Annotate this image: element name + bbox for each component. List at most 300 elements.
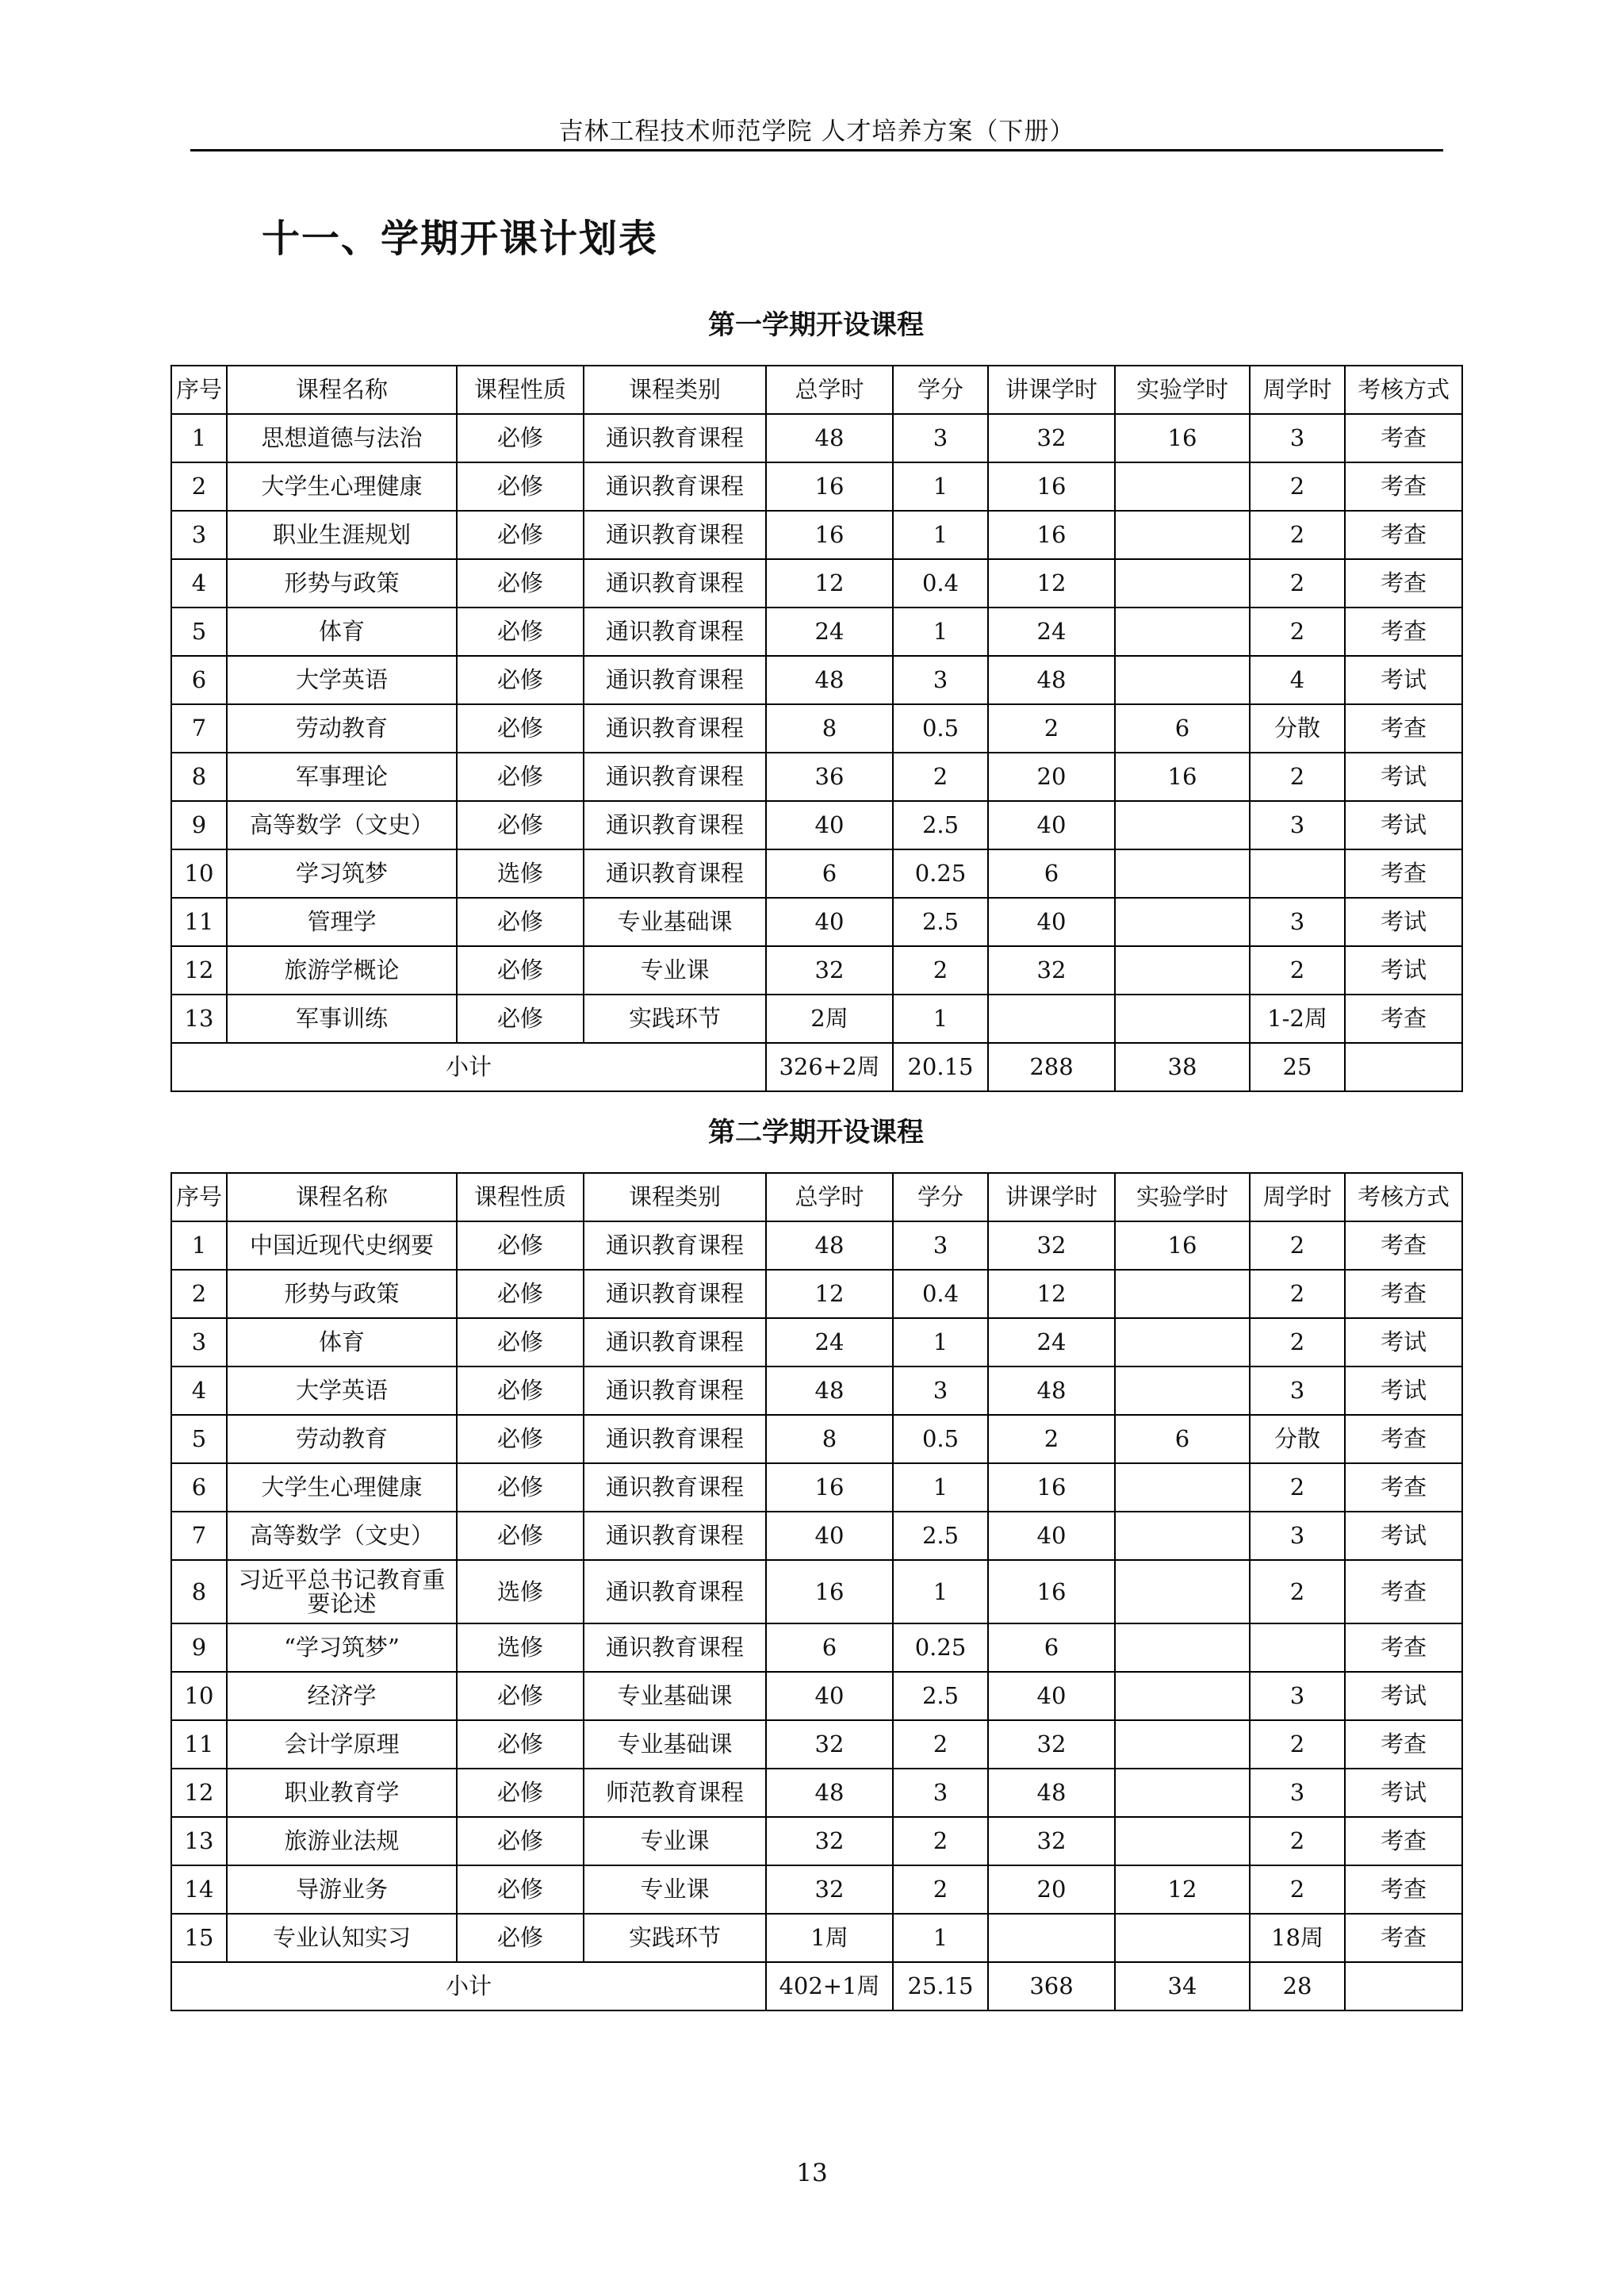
cell-total-hours: 48 <box>766 656 893 704</box>
cell-seq: 2 <box>171 1270 227 1318</box>
table-row <box>171 849 1462 898</box>
cell-assessment: 考查 <box>1345 1463 1462 1512</box>
cell-course-category: 通识教育课程 <box>584 1318 766 1366</box>
cell-credits: 1 <box>893 1560 988 1623</box>
cell-credits: 0.4 <box>893 1270 988 1318</box>
cell-total-hours: 32 <box>766 1720 893 1769</box>
cell-credits: 3 <box>893 1366 988 1415</box>
column-header-assessment: 考核方式 <box>1345 366 1462 414</box>
cell-course-name: 职业教育学 <box>227 1769 457 1817</box>
cell-weekly-hours: 2 <box>1250 511 1345 559</box>
cell-assessment: 考试 <box>1345 1512 1462 1560</box>
cell-course-name: 高等数学（文史） <box>227 801 457 849</box>
cell-course-category: 通识教育课程 <box>584 656 766 704</box>
cell-seq: 12 <box>171 946 227 995</box>
cell-assessment: 考查 <box>1345 1560 1462 1623</box>
cell-course-name: 军事理论 <box>227 753 457 801</box>
cell-seq: 7 <box>171 704 227 753</box>
cell-course-name: 专业认知实习 <box>227 1914 457 1962</box>
cell-weekly-hours: 3 <box>1250 1512 1345 1560</box>
cell-lab-hours <box>1115 898 1250 946</box>
table-row <box>171 1560 1462 1623</box>
column-header-course-category: 课程类别 <box>584 366 766 414</box>
cell-credits: 3 <box>893 1769 988 1817</box>
cell-weekly-hours: 2 <box>1250 608 1345 656</box>
cell-assessment: 考查 <box>1345 849 1462 898</box>
column-header-total-hours: 总学时 <box>766 1173 893 1221</box>
cell-lab-hours: 16 <box>1115 1221 1250 1270</box>
cell-lab-hours <box>1115 1769 1250 1817</box>
cell-course-nature: 必修 <box>457 1366 584 1415</box>
cell-credits: 2 <box>893 753 988 801</box>
cell-weekly-hours: 分散 <box>1250 1415 1345 1463</box>
cell-course-category: 专业基础课 <box>584 898 766 946</box>
cell-course-name: 体育 <box>227 608 457 656</box>
column-header-course-category: 课程类别 <box>584 1173 766 1221</box>
cell-course-name: 高等数学（文史） <box>227 1512 457 1560</box>
cell-weekly-hours <box>1250 1623 1345 1672</box>
column-header-seq: 序号 <box>171 366 227 414</box>
cell-credits: 1 <box>893 608 988 656</box>
cell-lab-hours <box>1115 1366 1250 1415</box>
cell-lecture-hours: 16 <box>988 1463 1115 1512</box>
cell-seq: 9 <box>171 1623 227 1672</box>
cell-total-hours: 32 <box>766 1817 893 1865</box>
cell-total-hours: 36 <box>766 753 893 801</box>
cell-course-nature: 必修 <box>457 462 584 511</box>
cell-course-category: 师范教育课程 <box>584 1769 766 1817</box>
cell-weekly-hours: 4 <box>1250 656 1345 704</box>
cell-seq: 4 <box>171 1366 227 1415</box>
cell-assessment: 考查 <box>1345 1415 1462 1463</box>
column-header-credits: 学分 <box>893 1173 988 1221</box>
cell-course-nature: 必修 <box>457 656 584 704</box>
cell-total-hours: 16 <box>766 462 893 511</box>
table-row <box>171 1270 1462 1318</box>
cell-lab-hours <box>1115 1512 1250 1560</box>
cell-lab-hours: 12 <box>1115 1865 1250 1914</box>
subtotal-weekly-hours: 28 <box>1250 1962 1345 2010</box>
cell-credits: 0.25 <box>893 849 988 898</box>
cell-course-nature: 必修 <box>457 1512 584 1560</box>
cell-course-nature: 必修 <box>457 1817 584 1865</box>
cell-lab-hours <box>1115 1914 1250 1962</box>
table-row <box>171 656 1462 704</box>
cell-weekly-hours: 2 <box>1250 1318 1345 1366</box>
cell-assessment: 考试 <box>1345 801 1462 849</box>
cell-course-name: 旅游业法规 <box>227 1817 457 1865</box>
cell-course-name: 大学英语 <box>227 1366 457 1415</box>
cell-credits: 3 <box>893 1221 988 1270</box>
cell-lecture-hours: 12 <box>988 559 1115 608</box>
header-rule <box>190 149 1443 151</box>
cell-total-hours: 48 <box>766 414 893 462</box>
cell-lecture-hours: 48 <box>988 656 1115 704</box>
cell-credits: 1 <box>893 995 988 1043</box>
cell-course-name: 旅游学概论 <box>227 946 457 995</box>
cell-course-name: 劳动教育 <box>227 1415 457 1463</box>
cell-course-nature: 必修 <box>457 1865 584 1914</box>
column-header-lab-hours: 实验学时 <box>1115 366 1250 414</box>
cell-lecture-hours: 2 <box>988 704 1115 753</box>
cell-lab-hours <box>1115 1463 1250 1512</box>
cell-weekly-hours: 2 <box>1250 1560 1345 1623</box>
subtotal-lab-hours: 38 <box>1115 1043 1250 1091</box>
cell-total-hours: 32 <box>766 946 893 995</box>
cell-seq: 6 <box>171 1463 227 1512</box>
cell-credits: 3 <box>893 414 988 462</box>
cell-weekly-hours: 1-2周 <box>1250 995 1345 1043</box>
cell-course-name: 学习筑梦 <box>227 849 457 898</box>
cell-course-name: 体育 <box>227 1318 457 1366</box>
subtotal-weekly-hours: 25 <box>1250 1043 1345 1091</box>
cell-course-category: 通识教育课程 <box>584 1270 766 1318</box>
table-row <box>171 559 1462 608</box>
cell-course-name: 劳动教育 <box>227 704 457 753</box>
cell-credits: 1 <box>893 462 988 511</box>
cell-total-hours: 48 <box>766 1366 893 1415</box>
cell-course-category: 通识教育课程 <box>584 414 766 462</box>
cell-course-nature: 必修 <box>457 1914 584 1962</box>
cell-lab-hours <box>1115 1560 1250 1623</box>
cell-assessment: 考试 <box>1345 1318 1462 1366</box>
cell-course-nature: 必修 <box>457 801 584 849</box>
cell-lecture-hours: 32 <box>988 1221 1115 1270</box>
cell-seq: 11 <box>171 1720 227 1769</box>
cell-assessment: 考查 <box>1345 511 1462 559</box>
cell-course-category: 实践环节 <box>584 995 766 1043</box>
cell-lecture-hours: 40 <box>988 1512 1115 1560</box>
cell-lecture-hours: 20 <box>988 1865 1115 1914</box>
cell-course-category: 实践环节 <box>584 1914 766 1962</box>
cell-weekly-hours: 3 <box>1250 1769 1345 1817</box>
cell-assessment: 考查 <box>1345 1270 1462 1318</box>
cell-seq: 3 <box>171 1318 227 1366</box>
table-row <box>171 1672 1462 1720</box>
cell-course-name: 军事训练 <box>227 995 457 1043</box>
cell-weekly-hours: 3 <box>1250 414 1345 462</box>
table-row <box>171 801 1462 849</box>
cell-assessment: 考查 <box>1345 704 1462 753</box>
cell-lab-hours: 16 <box>1115 753 1250 801</box>
cell-course-nature: 必修 <box>457 608 584 656</box>
cell-course-category: 专业课 <box>584 946 766 995</box>
cell-course-name: 职业生涯规划 <box>227 511 457 559</box>
cell-lab-hours <box>1115 511 1250 559</box>
column-header-lab-hours: 实验学时 <box>1115 1173 1250 1221</box>
table-row <box>171 753 1462 801</box>
cell-lab-hours <box>1115 995 1250 1043</box>
cell-assessment: 考试 <box>1345 898 1462 946</box>
cell-assessment: 考查 <box>1345 608 1462 656</box>
cell-lab-hours <box>1115 462 1250 511</box>
cell-weekly-hours: 2 <box>1250 1720 1345 1769</box>
section-title: 十一、学期开课计划表 <box>262 217 659 261</box>
cell-course-name: 形势与政策 <box>227 1270 457 1318</box>
cell-seq: 10 <box>171 849 227 898</box>
cell-credits: 2 <box>893 946 988 995</box>
cell-assessment: 考试 <box>1345 1769 1462 1817</box>
subtotal-total-hours: 326+2周 <box>766 1043 893 1091</box>
cell-total-hours: 2周 <box>766 995 893 1043</box>
cell-weekly-hours: 3 <box>1250 801 1345 849</box>
cell-seq: 12 <box>171 1769 227 1817</box>
cell-lab-hours: 6 <box>1115 1415 1250 1463</box>
cell-total-hours: 40 <box>766 801 893 849</box>
cell-weekly-hours: 18周 <box>1250 1914 1345 1962</box>
cell-assessment: 考试 <box>1345 656 1462 704</box>
cell-course-name: 经济学 <box>227 1672 457 1720</box>
cell-total-hours: 16 <box>766 1463 893 1512</box>
column-header-lecture-hours: 讲课学时 <box>988 1173 1115 1221</box>
cell-total-hours: 48 <box>766 1769 893 1817</box>
cell-course-nature: 选修 <box>457 1623 584 1672</box>
cell-course-name: “学习筑梦” <box>227 1623 457 1672</box>
cell-total-hours: 48 <box>766 1221 893 1270</box>
subtotal-credits: 25.15 <box>893 1962 988 2010</box>
cell-credits: 2.5 <box>893 1512 988 1560</box>
cell-total-hours: 6 <box>766 849 893 898</box>
cell-assessment: 考查 <box>1345 559 1462 608</box>
subtotal-total-hours: 402+1周 <box>766 1962 893 2010</box>
cell-weekly-hours: 3 <box>1250 1672 1345 1720</box>
cell-assessment: 考查 <box>1345 462 1462 511</box>
cell-lecture-hours <box>988 995 1115 1043</box>
cell-lecture-hours: 40 <box>988 898 1115 946</box>
semester-2-caption: 第二学期开设课程 <box>708 1117 924 1148</box>
cell-lecture-hours: 16 <box>988 462 1115 511</box>
cell-seq: 9 <box>171 801 227 849</box>
cell-seq: 15 <box>171 1914 227 1962</box>
cell-weekly-hours: 2 <box>1250 1463 1345 1512</box>
cell-lecture-hours: 12 <box>988 1270 1115 1318</box>
subtotal-label: 小计 <box>171 1962 766 2010</box>
table-row <box>171 946 1462 995</box>
page-number: 13 <box>796 2159 828 2187</box>
cell-course-category: 通识教育课程 <box>584 462 766 511</box>
column-header-course-name: 课程名称 <box>227 1173 457 1221</box>
cell-seq: 6 <box>171 656 227 704</box>
cell-course-category: 专业基础课 <box>584 1720 766 1769</box>
cell-course-nature: 选修 <box>457 849 584 898</box>
cell-lab-hours <box>1115 1318 1250 1366</box>
column-header-course-nature: 课程性质 <box>457 1173 584 1221</box>
column-header-weekly-hours: 周学时 <box>1250 1173 1345 1221</box>
cell-course-name: 大学生心理健康 <box>227 462 457 511</box>
cell-weekly-hours: 2 <box>1250 462 1345 511</box>
semester-2-table <box>170 1172 1463 2011</box>
cell-credits: 1 <box>893 1463 988 1512</box>
cell-assessment: 考试 <box>1345 946 1462 995</box>
cell-credits: 2.5 <box>893 898 988 946</box>
cell-weekly-hours <box>1250 849 1345 898</box>
cell-course-category: 通识教育课程 <box>584 511 766 559</box>
cell-assessment: 考查 <box>1345 1623 1462 1672</box>
cell-weekly-hours: 2 <box>1250 1221 1345 1270</box>
table-row <box>171 1865 1462 1914</box>
cell-total-hours: 8 <box>766 1415 893 1463</box>
subtotal-lecture-hours: 288 <box>988 1043 1115 1091</box>
cell-assessment: 考查 <box>1345 1914 1462 1962</box>
table-row <box>171 1318 1462 1366</box>
cell-course-category: 通识教育课程 <box>584 1415 766 1463</box>
cell-total-hours: 12 <box>766 559 893 608</box>
table-row <box>171 1366 1462 1415</box>
column-header-seq: 序号 <box>171 1173 227 1221</box>
column-header-weekly-hours: 周学时 <box>1250 366 1345 414</box>
cell-lecture-hours: 24 <box>988 1318 1115 1366</box>
table-row <box>171 1512 1462 1560</box>
column-header-total-hours: 总学时 <box>766 366 893 414</box>
cell-course-category: 专业基础课 <box>584 1672 766 1720</box>
cell-total-hours: 16 <box>766 1560 893 1623</box>
cell-credits: 3 <box>893 656 988 704</box>
cell-seq: 13 <box>171 995 227 1043</box>
cell-lab-hours <box>1115 1672 1250 1720</box>
cell-course-category: 专业课 <box>584 1817 766 1865</box>
cell-seq: 10 <box>171 1672 227 1720</box>
cell-assessment: 考查 <box>1345 1221 1462 1270</box>
cell-course-category: 通识教育课程 <box>584 608 766 656</box>
cell-seq: 4 <box>171 559 227 608</box>
cell-weekly-hours: 3 <box>1250 898 1345 946</box>
cell-seq: 1 <box>171 414 227 462</box>
table-header-row <box>171 366 1462 414</box>
cell-lab-hours <box>1115 1817 1250 1865</box>
cell-course-category: 通识教育课程 <box>584 1512 766 1560</box>
cell-course-nature: 选修 <box>457 1560 584 1623</box>
table-row <box>171 414 1462 462</box>
column-header-lecture-hours: 讲课学时 <box>988 366 1115 414</box>
running-header: 吉林工程技术师范学院 人才培养方案（下册） <box>558 117 1075 146</box>
cell-credits: 0.5 <box>893 704 988 753</box>
cell-course-category: 专业课 <box>584 1865 766 1914</box>
subtotal-row <box>171 1962 1462 2010</box>
table-row <box>171 1463 1462 1512</box>
cell-course-category: 通识教育课程 <box>584 559 766 608</box>
cell-lab-hours: 16 <box>1115 414 1250 462</box>
cell-credits: 0.25 <box>893 1623 988 1672</box>
cell-course-nature: 必修 <box>457 704 584 753</box>
cell-credits: 0.5 <box>893 1415 988 1463</box>
cell-course-nature: 必修 <box>457 1270 584 1318</box>
cell-course-name: 管理学 <box>227 898 457 946</box>
cell-lecture-hours: 32 <box>988 414 1115 462</box>
cell-course-name: 形势与政策 <box>227 559 457 608</box>
cell-total-hours: 1周 <box>766 1914 893 1962</box>
cell-lecture-hours: 32 <box>988 1720 1115 1769</box>
cell-lecture-hours: 6 <box>988 1623 1115 1672</box>
cell-lab-hours <box>1115 946 1250 995</box>
subtotal-credits: 20.15 <box>893 1043 988 1091</box>
cell-course-category: 通识教育课程 <box>584 1623 766 1672</box>
column-header-course-nature: 课程性质 <box>457 366 584 414</box>
cell-lecture-hours: 48 <box>988 1769 1115 1817</box>
cell-credits: 2 <box>893 1865 988 1914</box>
cell-assessment: 考试 <box>1345 1366 1462 1415</box>
cell-seq: 7 <box>171 1512 227 1560</box>
cell-lab-hours <box>1115 559 1250 608</box>
cell-credits: 2 <box>893 1817 988 1865</box>
cell-course-nature: 必修 <box>457 1221 584 1270</box>
cell-credits: 2.5 <box>893 1672 988 1720</box>
cell-weekly-hours: 2 <box>1250 559 1345 608</box>
cell-lab-hours: 6 <box>1115 704 1250 753</box>
semester-1-caption: 第一学期开设课程 <box>708 309 924 341</box>
subtotal-assessment <box>1345 1043 1462 1091</box>
cell-course-name: 大学生心理健康 <box>227 1463 457 1512</box>
cell-total-hours: 24 <box>766 608 893 656</box>
cell-credits: 0.4 <box>893 559 988 608</box>
cell-lecture-hours: 48 <box>988 1366 1115 1415</box>
cell-seq: 8 <box>171 753 227 801</box>
table-header-row <box>171 1173 1462 1221</box>
cell-lab-hours <box>1115 801 1250 849</box>
cell-assessment: 考查 <box>1345 414 1462 462</box>
cell-lab-hours <box>1115 1720 1250 1769</box>
cell-lab-hours <box>1115 849 1250 898</box>
cell-course-category: 通识教育课程 <box>584 1463 766 1512</box>
cell-course-nature: 必修 <box>457 511 584 559</box>
cell-course-category: 通识教育课程 <box>584 849 766 898</box>
cell-lab-hours <box>1115 656 1250 704</box>
cell-course-category: 通识教育课程 <box>584 704 766 753</box>
cell-course-name: 中国近现代史纲要 <box>227 1221 457 1270</box>
cell-seq: 14 <box>171 1865 227 1914</box>
table-row <box>171 608 1462 656</box>
cell-course-nature: 必修 <box>457 995 584 1043</box>
cell-lecture-hours: 24 <box>988 608 1115 656</box>
cell-lecture-hours: 32 <box>988 946 1115 995</box>
cell-course-category: 通识教育课程 <box>584 801 766 849</box>
cell-total-hours: 32 <box>766 1865 893 1914</box>
cell-weekly-hours: 2 <box>1250 1817 1345 1865</box>
cell-assessment: 考试 <box>1345 1672 1462 1720</box>
cell-lecture-hours: 16 <box>988 511 1115 559</box>
table-row <box>171 1623 1462 1672</box>
cell-total-hours: 12 <box>766 1270 893 1318</box>
cell-total-hours: 40 <box>766 1512 893 1560</box>
cell-course-nature: 必修 <box>457 898 584 946</box>
cell-total-hours: 16 <box>766 511 893 559</box>
cell-total-hours: 8 <box>766 704 893 753</box>
cell-course-name: 导游业务 <box>227 1865 457 1914</box>
cell-lecture-hours: 2 <box>988 1415 1115 1463</box>
cell-seq: 2 <box>171 462 227 511</box>
cell-weekly-hours: 2 <box>1250 1270 1345 1318</box>
column-header-credits: 学分 <box>893 366 988 414</box>
cell-course-name: 习近平总书记教育重要论述 <box>227 1560 457 1623</box>
cell-weekly-hours: 分散 <box>1250 704 1345 753</box>
cell-seq: 5 <box>171 608 227 656</box>
table-row <box>171 704 1462 753</box>
column-header-assessment: 考核方式 <box>1345 1173 1462 1221</box>
cell-weekly-hours: 2 <box>1250 1865 1345 1914</box>
cell-lecture-hours <box>988 1914 1115 1962</box>
cell-credits: 2.5 <box>893 801 988 849</box>
table-row <box>171 1415 1462 1463</box>
table-row <box>171 898 1462 946</box>
cell-total-hours: 40 <box>766 1672 893 1720</box>
cell-course-nature: 必修 <box>457 559 584 608</box>
column-header-course-name: 课程名称 <box>227 366 457 414</box>
cell-course-nature: 必修 <box>457 1720 584 1769</box>
cell-seq: 13 <box>171 1817 227 1865</box>
cell-lecture-hours: 20 <box>988 753 1115 801</box>
cell-lab-hours <box>1115 1270 1250 1318</box>
subtotal-lab-hours: 34 <box>1115 1962 1250 2010</box>
cell-lab-hours <box>1115 1623 1250 1672</box>
